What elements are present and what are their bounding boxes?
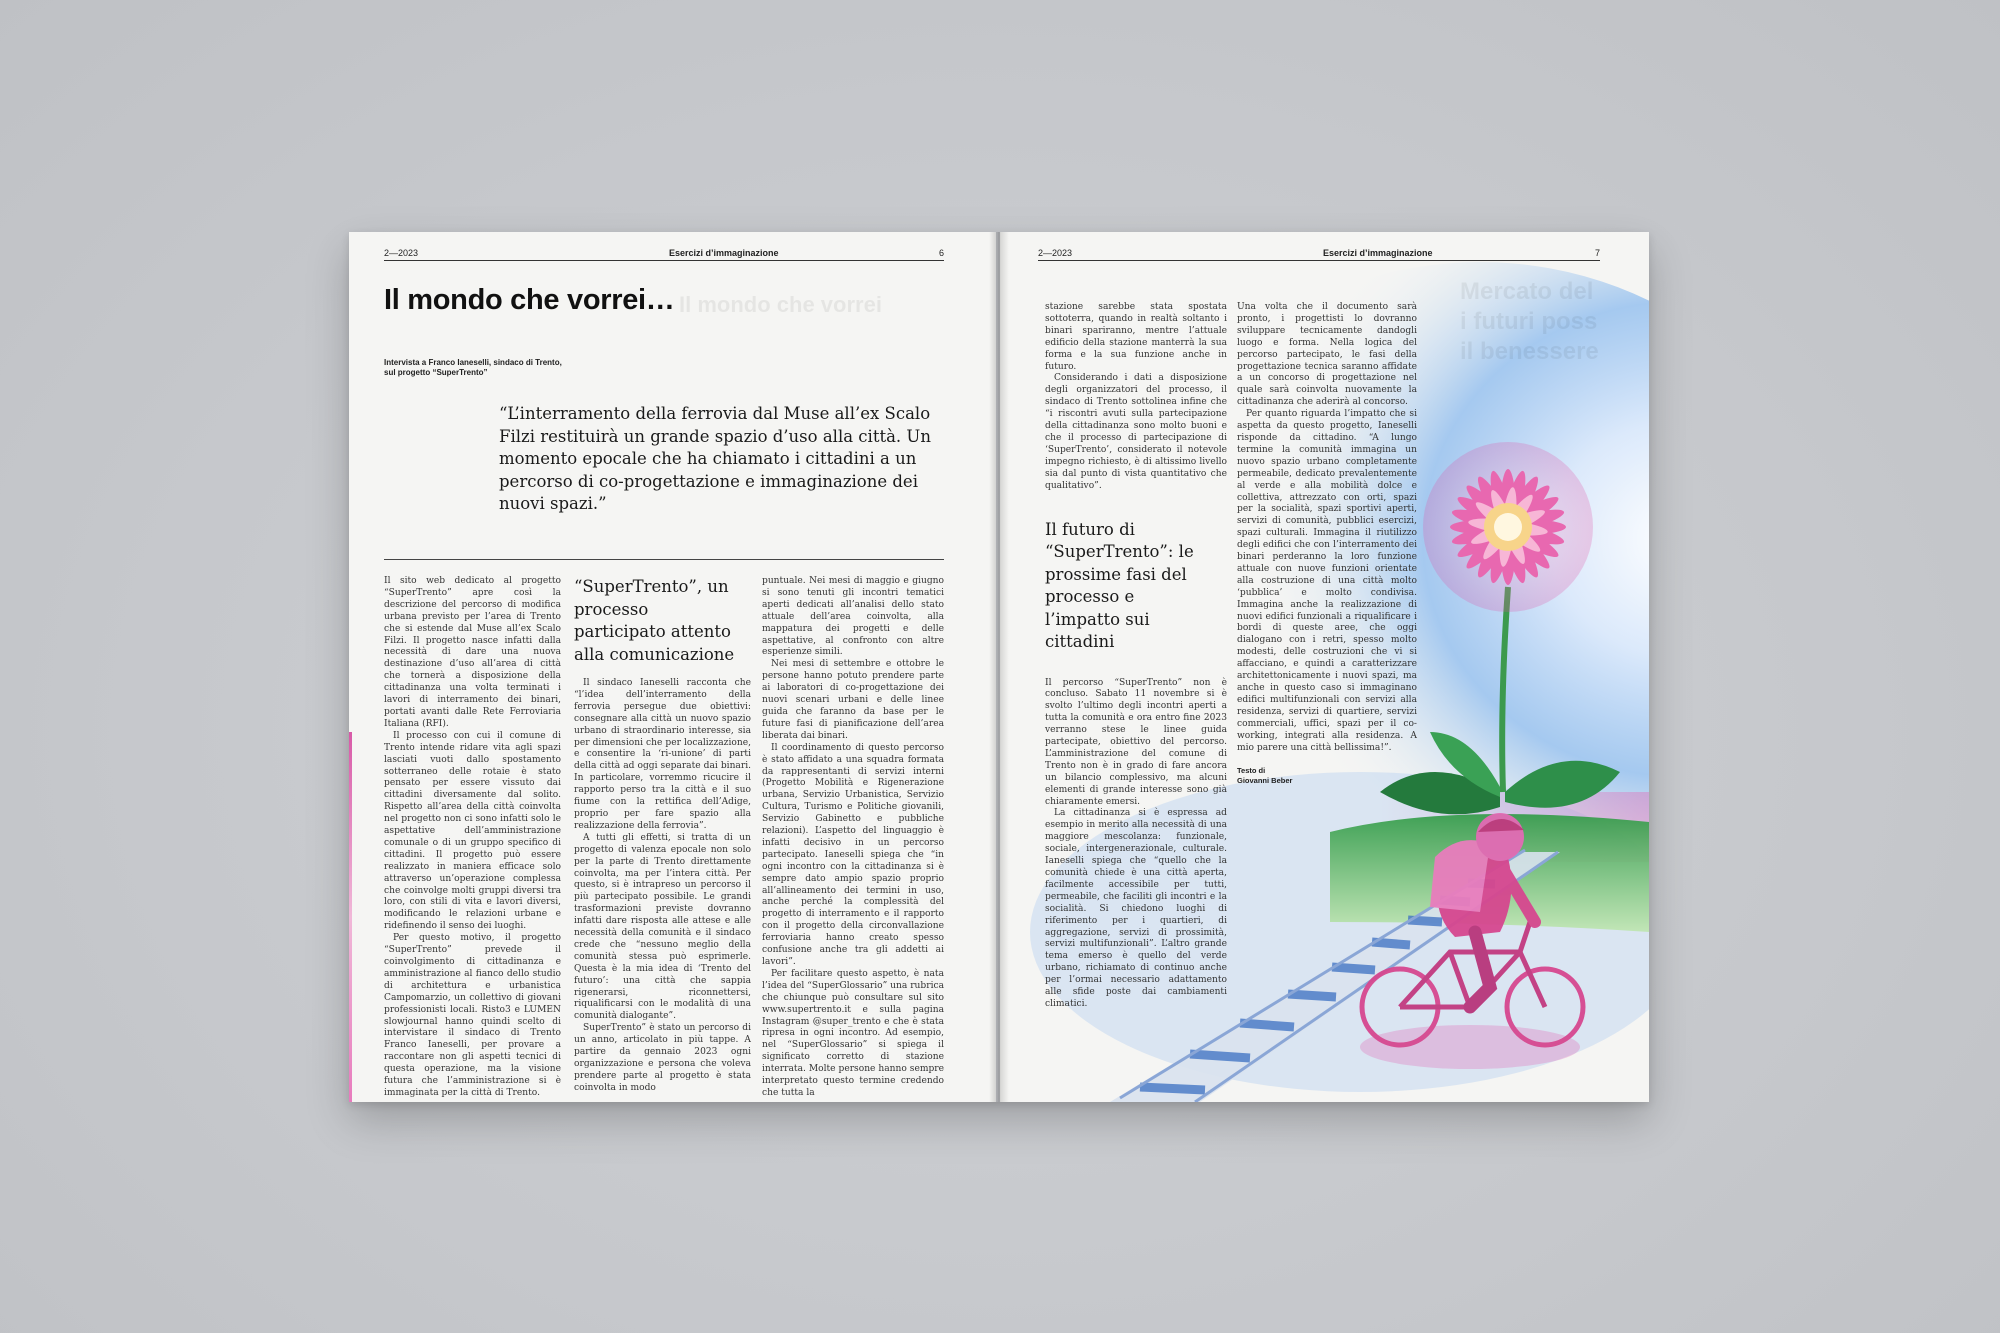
paragraph: Il sito web dedicato al progetto “SuperTrento” apre così la descrizione del percorso di modifica urbana previsto per l’area di Trento che si estende dal Muse all’ex Scalo Filzi. Il progetto nasce infatti dalla necessità di dare una nuova destinazione d’uso all’area di città che tornerà a disposizione della cittadinanza una volta terminati i lavori di interramento dei binari, portati avanti dalle Rete Ferroviaria Italiana (RFI). bbox=[384, 576, 561, 729]
issue-number: 2—2023 bbox=[384, 248, 419, 258]
author-credit bbox=[1237, 766, 1417, 786]
paragraph: Il percorso “SuperTrento” non è concluso. Sabato 11 novembre si è svolto l’ultimo degli incontri aperti a tutta la comunità e ora entro fine 2023 verranno stese le linee guida partecipate, obiettivo del percorso. L’amministrazione del comune di Trento non è in grado di fare ancora un bilancio complessivo, ma alcuni elementi di grande interesse sono già chiaramente emersi. bbox=[1045, 677, 1227, 807]
header-rule bbox=[384, 260, 944, 261]
magazine-spread bbox=[349, 232, 1649, 1102]
show-through-line: Mercato del bbox=[1460, 278, 1594, 305]
text-column-2 bbox=[574, 576, 751, 1095]
section-name: Esercizi d’immaginazione bbox=[1323, 248, 1433, 258]
issue-number: 2—2023 bbox=[1038, 248, 1073, 258]
column-heading: Il futuro di “SuperTrento”: le prossime fasi del processo e l’impatto sui cittadini bbox=[1045, 519, 1194, 651]
paragraph: Considerando i dati a disposizione degli organizzatori del processo, il sindaco di Trento sottolinea infine che “i riscontri avuti sulla partecipazione della cittadinanza sono molto buoni e che il processo di partecipazione di ‘SuperTrento’, considerato il notevole impegno richiesto, è di altissimo livello sia dal punto di vista quantitativo che qualitativo”. bbox=[1045, 373, 1227, 491]
text-column-1 bbox=[1045, 302, 1227, 1011]
paragraph: Una volta che il documento sarà pronto, i progettisti lo dovranno sviluppare tecnicamente dandogli luogo e forma. Nella logica del percorso partecipato, le fasi della progettazione tecnica saranno affidate a un concorso di progettazione nel quale sarà coinvolta nuovamente la cittadinanza che aderirà al concorso. bbox=[1237, 302, 1417, 408]
credit-label: Testo di bbox=[1237, 766, 1266, 776]
show-through-text: Il mondo che vorrei bbox=[679, 292, 882, 317]
text-column-2 bbox=[1237, 302, 1417, 786]
paragraph: Il sindaco Ianeselli racconta che “l’idea dell’interramento della ferrovia persegue due obiettivi: consegnare alla città un nuovo spazio urbano di straordinario interesse, sia per dimensioni che per localizzazione, e consentire la ‘ri-unione’ di parti della città ad oggi separate dai binari. In particolare, vorremmo ricucire il rapporto perso tra la città e il suo fiume con la rettifica dell’Adige, proprio per fare spazio alla realizzazione della ferrovia”. bbox=[574, 678, 751, 831]
section-rule bbox=[384, 559, 944, 560]
paragraph: Per quanto riguarda l’impatto che si aspetta da questo progetto, Ianeselli risponde da cittadino. “A lungo termine la comunità immagina un nuovo spazio urbano completamente permeabile, dedicato prevalentemente al verde e alla mobilità dolce e collettiva, attrezzato con orti, spazi per la socialità, spazi sportivi aperti, servizi di comunità, pubblici esercizi, spazi culturali. Immagina il riutilizzo degli edifici che con l’interramento dei binari perderanno la loro funzione attuale con nuove funzioni orientate alla costruzione di una città molto ‘pubblica’ e molto condivisa. Immagina anche la realizzazione di nuovi edifici funzionali a riqualificare i bordi di queste aree, che oggi dialogano con i retri, spesso molto modesti, delle costruzioni che vi si affacciano, e quindi a caratterizzare architettonicamente i nuovi spazi, ma anche in questo caso si immaginano edifici multifunzionali con servizi alla residenza, servizi di quartiere, servizi commerciali, uffici, spazi per il co-working, integrati alla residenza. A mio parere una città bellissima!”. bbox=[1237, 409, 1417, 753]
paragraph: Per facilitare questo aspetto, è nata l’idea del “SuperGlossario” una rubrica che chiunque può consultare sul sito www.supertrento.it e sulla pagina Instagram @super_trento e che è stata ripresa in ogni incontro. Ad esempio, nel “SuperGlossario” si spiega il significato corretto di stazione interrata. Molte persone hanno sempre interpretato questo termine credendo che tutta la bbox=[762, 968, 945, 1098]
text-column-1 bbox=[384, 576, 561, 1100]
paragraph: A tutti gli effetti, si tratta di un progetto di valenza epocale non solo per la parte di Trento direttamente coinvolta, ma per l’intera città. Per questo, si è intrapreso un percorso il più partecipato possibile. Le grandi trasformazioni previste dovranno infatti dare risposta alle attese e alle necessità della comunità e il sindaco crede che “nessuno meglio della comunità stessa può esprimerle. Questa è la mia idea di ‘Trento del futuro’: una città che sappia rigenerarsi, riconnettersi, riqualificarsi con le modalità di una comunità dialogante”. bbox=[574, 832, 751, 1022]
article-intro bbox=[384, 358, 624, 378]
paragraph: Il processo con cui il comune di Trento intende ridare vita agli spazi lasciati vuoti dallo spostamento sotterraneo delle rotaie è stato pensato per essere vissuto dai cittadini diversamente dal solito. Rispetto all’area della città coinvolta nel progetto non ci sono infatti solo le aspettative dell’amministrazione comunale o di un gruppo specifico di cittadini. Il progetto può essere realizzato in maniera efficace solo attraverso un’operazione complessa che coinvolge molti gruppi diversi tra loro, con stili di vita e lavori diversi, modificando le relazioni urbane e ridefinendo il senso dei luoghi. bbox=[384, 730, 561, 932]
section-name: Esercizi d’immaginazione bbox=[669, 248, 779, 258]
intro-line: Intervista a Franco Ianeselli, sindaco di Trento, bbox=[384, 358, 562, 367]
column-heading: “SuperTrento”, un processo participato attento alla comunicazione bbox=[574, 577, 735, 664]
running-header bbox=[1038, 248, 1600, 262]
paragraph: stazione sarebbe stata spostata sottoterra, quando in realtà soltanto i binari spariranno, mentre l’attuale edificio della stazione manterrà la sua forma e la sua funzione anche in futuro. bbox=[1045, 302, 1227, 372]
page-number: 6 bbox=[938, 248, 944, 258]
page-edge-color bbox=[349, 732, 352, 1102]
paragraph: puntuale. Nei mesi di maggio e giugno si sono tenuti gli incontri tematici aperti dedicati all’analisi dello stato attuale dell’area coinvolta, alla mappatura dei progetti e delle aspettative, al confronto con altre esperienze simili. bbox=[762, 576, 944, 658]
left-page bbox=[349, 232, 996, 1102]
show-through-line: i futuri poss bbox=[1460, 308, 1598, 335]
paragraph: La cittadinanza si è espressa ad esempio in merito alla necessità di una maggiore mescolanza: funzionale, sociale, intergenerazionale, culturale. Ianeselli spiega che “quello che la comunità chiede è una città aperta, facilmente accessibile per tutti, permeabile, che faciliti gli incontri e la socialità. Si chiedono luoghi di riferimento per i quartieri, di aggregazione, servizi di prossimità, servizi multifunzionali”. L’altro grande tema emerso è quello del verde urbano, richiamato di continuo anche per l’ormai necessario adattamento alle sfide poste dai cambiamenti climatici. bbox=[1045, 808, 1227, 1009]
show-through-text bbox=[1460, 277, 1599, 367]
running-header bbox=[384, 248, 944, 262]
right-page bbox=[1000, 232, 1649, 1102]
pull-quote: “L’interramento della ferrovia dal Muse all’ex Scalo Filzi restituirà un grande spazio d’uso alla città. Un momento epocale che ha chiamato i cittadini a un percorso di co-progettazione e immaginazione dei nuovi spazi.” bbox=[499, 404, 931, 513]
header-rule bbox=[1038, 260, 1600, 261]
page-number: 7 bbox=[1594, 248, 1600, 258]
paragraph: Per questo motivo, il progetto “SuperTrento” prevede il coinvolgimento di cittadinanza e amministrazione al fianco dello studio di architettura e urbanistica Campomarzio, un collettivo di giovani professionisti locali. Risto3 e LUMEN slowjournal hanno quindi scelto di intervistare il sindaco di Trento Franco Ianeselli, per provare a raccontare non gli aspetti tecnici di questa operazione, ma la visione futura che l’amministrazione si è immaginata per la città di Trento. bbox=[384, 933, 561, 1098]
article-title: Il mondo che vorrei… bbox=[384, 284, 675, 316]
paragraph: Il coordinamento di questo percorso è stato affidato a una squadra formata da rappresentanti di servizi interni (Progetto Mobilità e Rigenerazione urbana, Servizio Urbanistica, Servizio Cultura, Turismo e Politiche giovanili, Servizio Gabinetto e pubbliche relazioni). L’aspetto del linguaggio è infatti decisivo in un percorso partecipato. Ianeselli spiega che “in ogni incontro con la cittadinanza si è sempre dato ampio spazio proprio all’allineamento dei termini in uso, anche perché la complessità del progetto di interramento e il rapporto con il progetto della circonvallazione ferroviaria hanno creato spesso confusione anche tra gli addetti ai lavori”. bbox=[762, 742, 944, 967]
spine-gutter bbox=[989, 232, 1009, 1102]
intro-line: sul progetto “SuperTrento” bbox=[384, 368, 488, 377]
paragraph: Nei mesi di settembre e ottobre le persone hanno potuto prendere parte ai laboratori di co-progettazione dei nuovi scenari urbani e delle linee guida che faranno da base per le future fasi di pianificazione dell’area liberata dai binari. bbox=[762, 659, 944, 741]
paragraph: SuperTrento” è stato un percorso di un anno, articolato in più tappe. A partire da gennaio 2023 ogni organizzazione e persona che voleva prendere parte al progetto è stata coinvolta in modo bbox=[574, 1023, 751, 1093]
show-through-line: il benessere bbox=[1460, 338, 1599, 365]
text-column-3 bbox=[762, 576, 944, 1100]
credit-name: Giovanni Beber bbox=[1237, 776, 1293, 786]
